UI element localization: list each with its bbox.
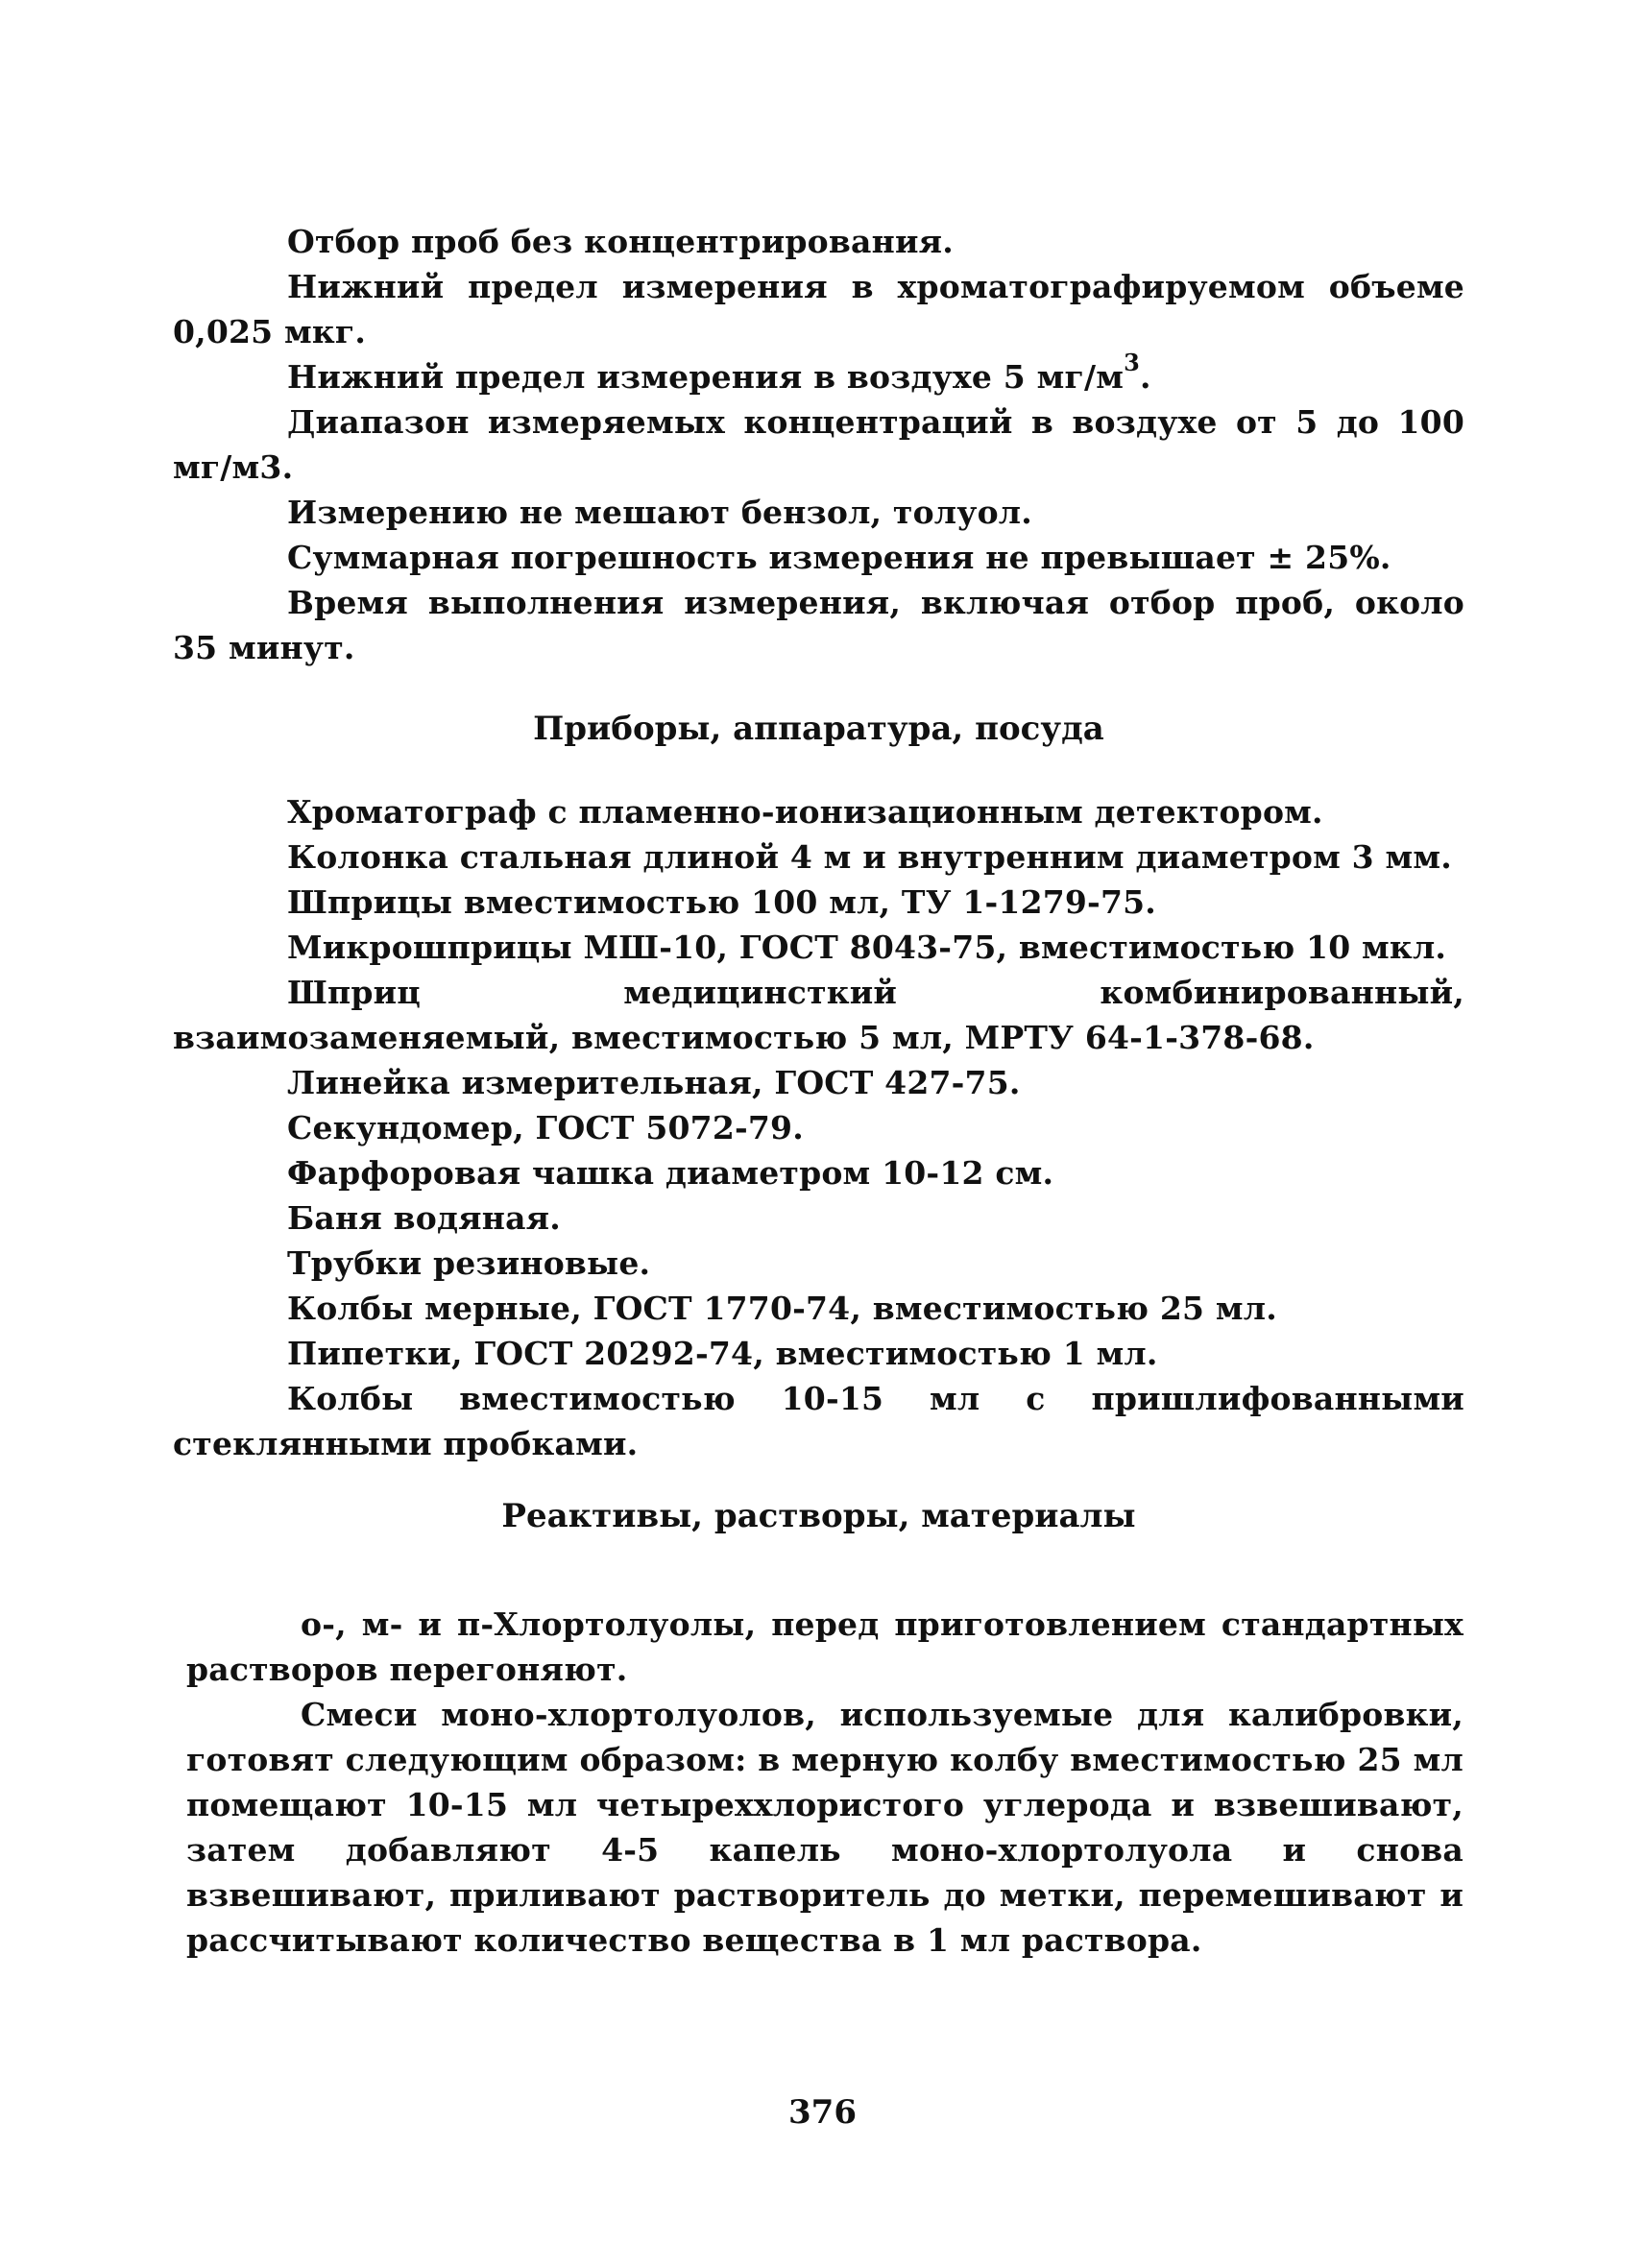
list-item: Пипетки, ГОСТ 20292-74, вместимостью 1 мл.	[287, 1335, 1158, 1372]
paragraph-lower-limit-chromatographed: Нижний предел измерения в хроматографируемом объеме 0,025 мкг.	[173, 268, 1464, 350]
list-item: Секундомер, ГОСТ 5072-79.	[287, 1109, 804, 1146]
intro-section	[173, 219, 1464, 670]
list-item: Колбы мерные, ГОСТ 1770-74, вместимостью 25 мл.	[287, 1290, 1277, 1327]
list-item: Микрошприцы МШ-10, ГОСТ 8043-75, вместимостью 10 мкл.	[287, 929, 1447, 966]
paragraph-chlorotoluenes: о-, м- и п-Хлортолуолы, перед приготовлением стандартных растворов перегоняют.	[186, 1605, 1464, 1688]
paragraph-calibration-mixtures: Смеси моно-хлортолуолов, используемые для калибровки, готовят следующим образом: в мерную колбу вместимостью 25 мл помещают 10-15 мл четыреххлористого углерода и взвешивают, затем добавляют 4-5 капель моно-хлортолуола и снова взвешивают, приливают растворитель до метки, перемешивают и рассчитывают количество вещества в 1 мл раствора.	[186, 1696, 1464, 1959]
list-item: Баня водяная.	[287, 1199, 561, 1237]
paragraph-execution-time: Время выполнения измерения, включая отбор проб, около 35 минут.	[173, 584, 1464, 666]
paragraph-total-error: Суммарная погрешность измерения не превышает ± 25%.	[287, 539, 1391, 576]
list-item: Колбы вместимостью 10-15 мл с пришлифованными стеклянными пробками.	[173, 1380, 1464, 1462]
list-item: Фарфоровая чашка диаметром 10-12 см.	[287, 1154, 1054, 1192]
list-item: Колонка стальная длиной 4 м и внутренним диаметром 3 мм.	[287, 838, 1452, 876]
list-item: Хроматограф с пламенно-ионизационным детектором.	[287, 793, 1323, 831]
section-heading-reagents: Реактивы, растворы, материалы	[501, 1497, 1136, 1535]
page-number: 376	[788, 2093, 857, 2132]
section-heading-instruments: Приборы, аппаратура, посуда	[533, 710, 1104, 748]
paragraph-concentration-range: Диапазон измеряемых концентраций в воздухе от 5 до 100 мг/м3.	[173, 403, 1464, 486]
paragraph-lower-limit-air	[173, 349, 1464, 399]
paragraph-sampling: Отбор проб без концентрирования.	[287, 223, 954, 260]
list-item: Линейка измерительная, ГОСТ 427-75.	[287, 1064, 1021, 1101]
superscript-three: 3	[1124, 349, 1140, 376]
paragraph-interference: Измерению не мешают бензол, толуол.	[287, 494, 1032, 531]
list-item: Шприцы вместимостью 100 мл, ТУ 1-1279-75.	[287, 883, 1156, 921]
instruments-list	[173, 789, 1464, 1466]
list-item: Шприц медицинсткий комбинированный, взаимозаменяемый, вместимостью 5 мл, МРТУ 64-1-378-68.	[173, 974, 1464, 1056]
list-item: Трубки резиновые.	[287, 1244, 651, 1282]
lower-limit-air-period: .	[1139, 358, 1151, 396]
lower-limit-air-text: Нижний предел измерения в воздухе 5 мг/м	[287, 358, 1125, 396]
reagents-section	[186, 1602, 1464, 1963]
